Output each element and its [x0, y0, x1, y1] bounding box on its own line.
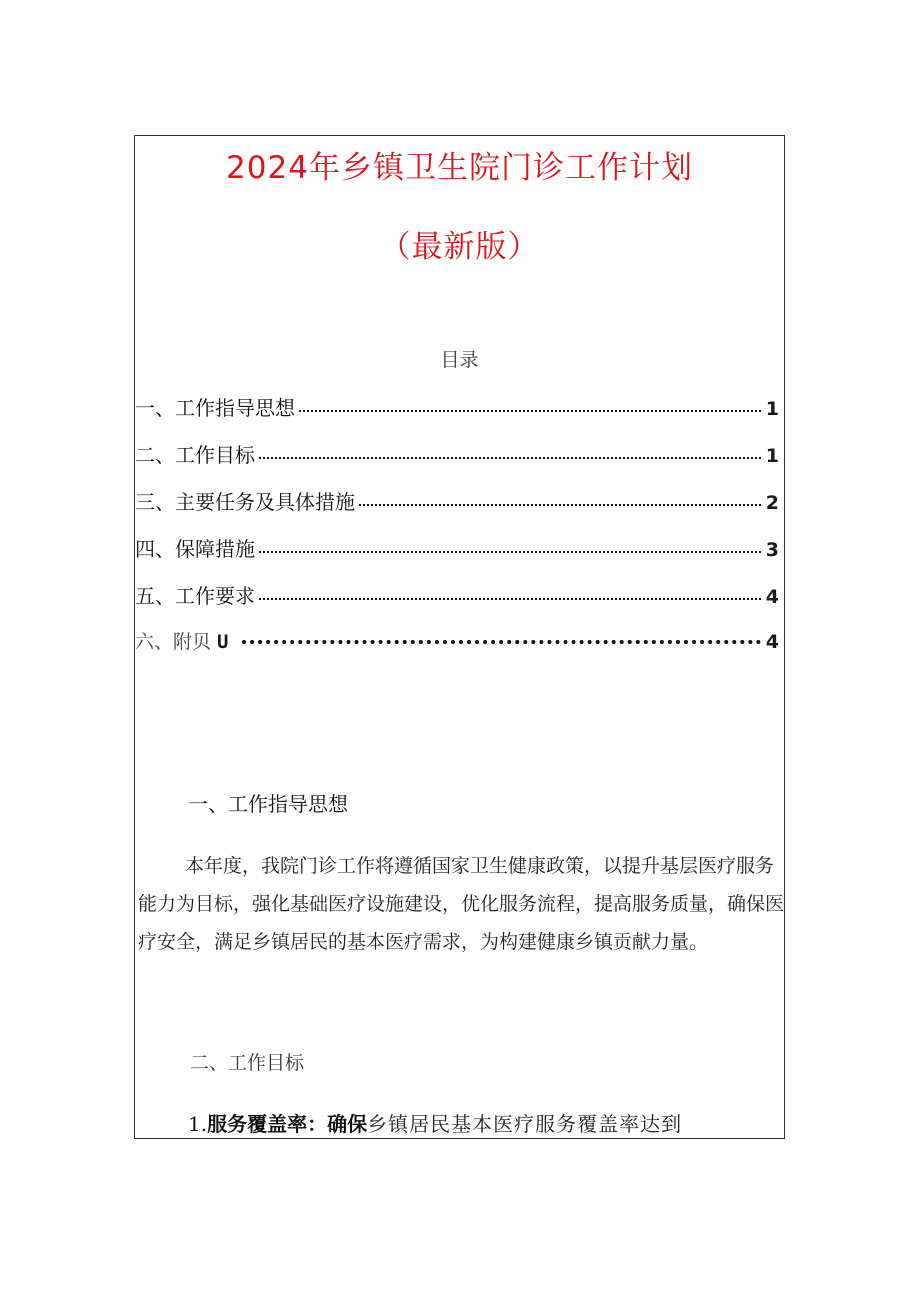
toc-entry-page: 1	[765, 398, 779, 420]
toc-entry-label: 二、工作目标	[135, 443, 255, 467]
goal-item-label: 服务覆盖率：确保	[207, 1112, 368, 1136]
toc-entry[interactable]	[135, 580, 779, 627]
table-of-contents	[135, 392, 779, 674]
toc-entry[interactable]	[135, 439, 779, 486]
toc-entry[interactable]	[135, 486, 779, 533]
toc-entry-label: 四、保障措施	[135, 537, 255, 561]
toc-leader-dots	[359, 504, 761, 506]
toc-heading: 目录	[440, 349, 479, 371]
toc-entry-label: 六、附贝	[135, 631, 212, 653]
toc-entry[interactable]	[135, 392, 779, 439]
section1-heading: 一、工作指导思想	[188, 792, 348, 816]
toc-leader-dots	[259, 457, 761, 459]
document-subtitle: （最新版）	[379, 229, 540, 265]
document-page	[134, 135, 785, 1139]
goal-item	[188, 1108, 682, 1137]
toc-leader-dots	[259, 598, 761, 600]
toc-entry[interactable]	[135, 533, 779, 580]
toc-entry-label: 三、主要任务及具体措施	[135, 490, 355, 514]
toc-leader-dots	[259, 551, 761, 553]
toc-entry-page: 1	[765, 445, 779, 467]
toc-entry-page: 4	[765, 631, 779, 653]
goal-item-number: 1.	[188, 1112, 208, 1136]
section1-paragraph: 本年度，我院门诊工作将遵循国家卫生健康政策，以提升基层医疗服务能力为目标，强化基础医疗设施建设，优化服务流程，提高服务质量，确保医疗安全，满足乡镇居民的基本医疗需求，为构建健康乡镇贡献力量。	[138, 855, 785, 953]
toc-leader-dots	[299, 410, 761, 412]
toc-entry-page: 3	[765, 539, 779, 561]
document-title: 2024年乡镇卫生院门诊工作计划	[226, 150, 693, 186]
goal-item-text: 乡镇居民基本医疗服务覆盖率达到	[367, 1112, 683, 1136]
toc-entry-suffix: U	[217, 631, 229, 653]
toc-entry-page: 2	[765, 492, 779, 514]
section1-body	[138, 847, 785, 961]
section2-heading: 二、工作目标	[190, 1052, 305, 1074]
toc-entry[interactable]	[135, 627, 779, 674]
toc-entry-label: 一、工作指导思想	[135, 396, 295, 420]
toc-entry-page: 4	[765, 586, 779, 608]
toc-entry-label: 五、工作要求	[135, 584, 255, 608]
toc-leader-dots	[242, 640, 760, 644]
